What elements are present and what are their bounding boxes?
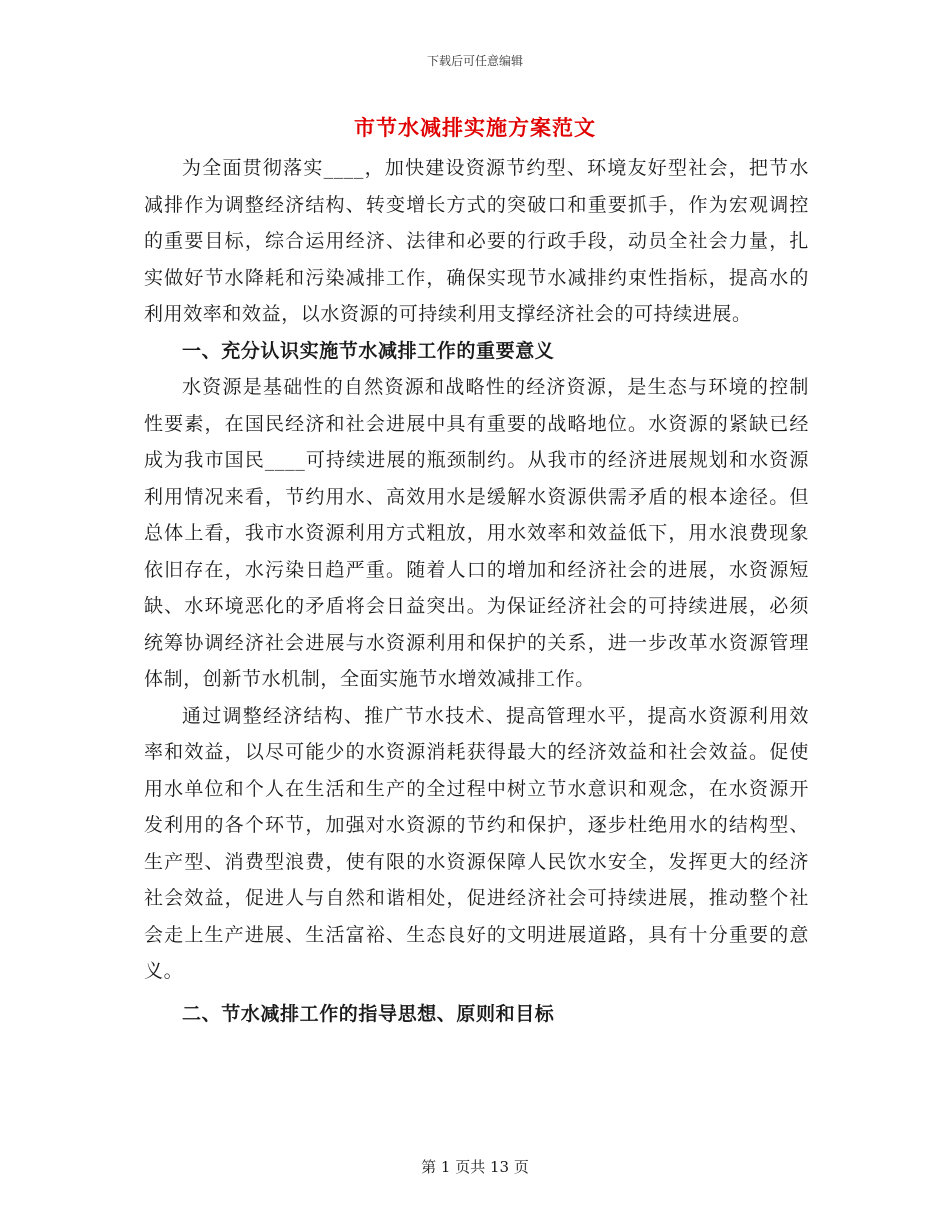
page-number-footer: 第 1 页共 13 页 [421, 1158, 529, 1176]
section-2-heading: 二、节水减排工作的指导思想、原则和目标 [182, 1002, 555, 1025]
section-1-heading: 一、充分认识实施节水减排工作的重要意义 [182, 339, 555, 362]
section-1-paragraph-1: 水资源是基础性的自然资源和战略性的经济资源，是生态与环境的控制性要素，在国民经济和社会进展中具有重要的战略地位。水资源的紧缺已经成为我市国民____可持续进展的瓶颈制约。从我市的经济进展规划和水资源利用情况来看，节约用水、高效用水是缓解水资源供需矛盾的根本途径。但总体上看，我市水资源利用方式粗放，用水效率和效益低下，用水浪费现象依旧存在，水污染日趋严重。随着人口的增加和经济社会的进展，水资源短缺、水环境恶化的矛盾将会日益突出。为保证经济社会的可持续进展，必须统筹协调经济社会进展与水资源利用和保护的关系，进一步改革水资源管理体制，创新节水机制，全面实施节水增效减排工作。 [144, 376, 809, 690]
page-header: 下载后可任意编辑 [426, 54, 523, 68]
section-1-paragraph-2: 通过调整经济结构、推广节水技术、提高管理水平，提高水资源利用效率和效益，以尽可能少的水资源消耗获得最大的经济效益和社会效益。促使用水单位和个人在生活和生产的全过程中树立节水意识和观念，在水资源开发利用的各个环节，加强对水资源的节约和保护，逐步杜绝用水的结构型、生产型、消费型浪费，使有限的水资源保障人民饮水安全，发挥更大的经济社会效益，促进人与自然和谐相处，促进经济社会可持续进展，推动整个社会走上生产进展、生活富裕、生态良好的文明进展道路，具有十分重要的意义。 [144, 704, 809, 982]
document-body [144, 150, 809, 1032]
intro-paragraph: 为全面贯彻落实____，加快建设资源节约型、环境友好型社会，把节水减排作为调整经济结构、转变增长方式的突破口和重要抓手，作为宏观调控的重要目标，综合运用经济、法律和必要的行政手段，动员全社会力量，扎实做好节水降耗和污染减排工作，确保实现节水减排约束性指标，提高水的利用效率和效益，以水资源的可持续利用支撑经济社会的可持续进展。 [144, 157, 809, 325]
document-title: 市节水减排实施方案范文 [354, 115, 596, 140]
